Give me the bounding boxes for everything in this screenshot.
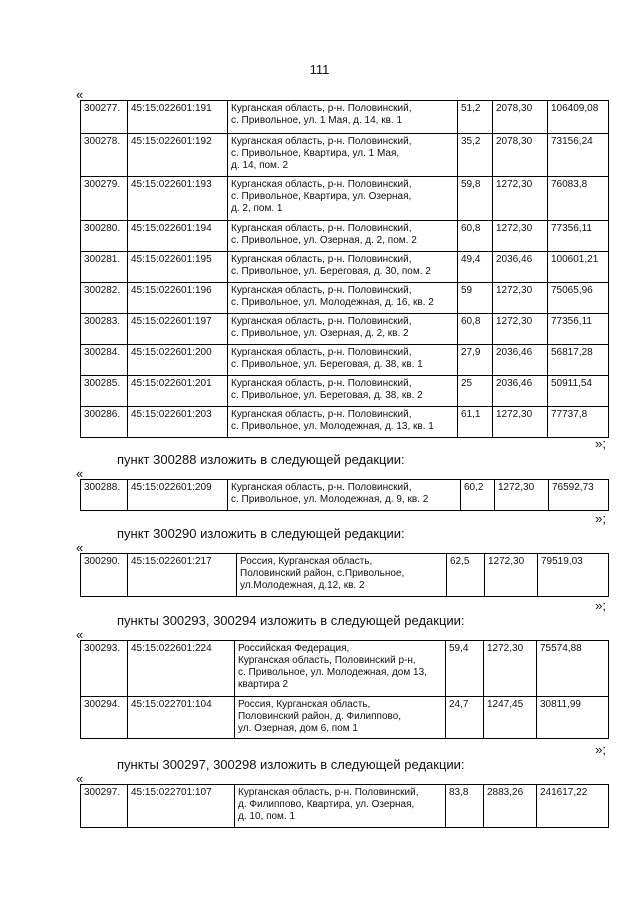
property-table: [80, 784, 609, 828]
amendment-intro: пункты 300293, 300294 изложить в следующей редакции:: [117, 613, 465, 628]
unit-price: 1272,30: [495, 480, 549, 511]
address: Курганская область, р-н. Половинский, с. Привольное, ул. Молодежная, д. 9, кв. 2: [228, 480, 461, 511]
total-value: 75574,88: [537, 641, 609, 697]
area: 35,2: [458, 134, 493, 177]
area: 61,1: [458, 407, 493, 438]
total-value: 106409,08: [548, 101, 609, 134]
closing-quote: »;: [595, 436, 606, 451]
cadastral-number: 45:15:022601:203: [128, 407, 228, 438]
closing-quote: »;: [595, 598, 606, 613]
table-row: [81, 221, 609, 252]
total-value: 50911,54: [548, 376, 609, 407]
unit-price: 2036,46: [493, 252, 548, 283]
table-row: [81, 376, 609, 407]
row-number: 300290.: [81, 554, 128, 597]
unit-price: 2036,46: [493, 345, 548, 376]
unit-price: 2078,30: [493, 134, 548, 177]
area: 60,8: [458, 314, 493, 345]
cadastral-number: 45:15:022601:191: [128, 101, 228, 134]
row-number: 300293.: [81, 641, 128, 697]
address: Курганская область, р-н. Половинский, с. Привольное, ул. Береговая, д. 38, кв. 1: [228, 345, 458, 376]
table-row: [81, 177, 609, 221]
unit-price: 1247,45: [484, 697, 537, 739]
cadastral-number: 45:15:022601:196: [128, 283, 228, 314]
table-row: [81, 785, 609, 828]
closing-quote: »;: [595, 511, 606, 526]
unit-price: 2036,46: [493, 376, 548, 407]
address: Курганская область, р-н. Половинский, с. Привольное, Квартира, ул. Озерная, д. 2, пом. 1: [228, 177, 458, 221]
address: Курганская область, р-н. Половинский, с. Привольное, ул. Озерная, д. 2, кв. 2: [228, 314, 458, 345]
row-number: 300279.: [81, 177, 128, 221]
unit-price: 1272,30: [484, 641, 537, 697]
total-value: 30811,99: [537, 697, 609, 739]
unit-price: 1272,30: [493, 283, 548, 314]
address: Курганская область, р-н. Половинский, с. Привольное, ул. Береговая, д. 30, пом. 2: [228, 252, 458, 283]
row-number: 300283.: [81, 314, 128, 345]
cadastral-number: 45:15:022701:107: [128, 785, 235, 828]
cadastral-number: 45:15:022601:217: [128, 554, 237, 597]
unit-price: 1272,30: [493, 314, 548, 345]
address: Российская Федерация, Курганская область, Половинский р-н, с. Привольное, ул. Молодежная, дом 13, квартира 2: [235, 641, 446, 697]
address: Курганская область, р-н. Половинский, с. Привольное, ул. Молодежная, д. 13, кв. 1: [228, 407, 458, 438]
cadastral-number: 45:15:022601:224: [128, 641, 235, 697]
row-number: 300294.: [81, 697, 128, 739]
table-row: [81, 345, 609, 376]
total-value: 241617,22: [537, 785, 609, 828]
property-table: [80, 479, 609, 511]
address: Курганская область, р-н. Половинский, д. Филиппово, Квартира, ул. Озерная, д. 10, пом. 1: [235, 785, 446, 828]
total-value: 77737,8: [548, 407, 609, 438]
total-value: 76592,73: [549, 480, 609, 511]
total-value: 77356,11: [548, 314, 609, 345]
cadastral-number: 45:15:022601:192: [128, 134, 228, 177]
unit-price: 1272,30: [493, 407, 548, 438]
area: 24,7: [446, 697, 484, 739]
row-number: 300282.: [81, 283, 128, 314]
cadastral-number: 45:15:022601:194: [128, 221, 228, 252]
property-table: [80, 553, 609, 597]
area: 60,8: [458, 221, 493, 252]
address: Курганская область, р-н. Половинский, с. Привольное, Квартира, ул. 1 Мая, д. 14, пом. 2: [228, 134, 458, 177]
address: Россия, Курганская область, Половинский район, д. Филиппово, ул. Озерная, дом 6, пом 1: [235, 697, 446, 739]
amendment-intro: пункты 300297, 300298 изложить в следующей редакции:: [117, 757, 465, 772]
closing-quote: »;: [595, 742, 606, 757]
cadastral-number: 45:15:022701:104: [128, 697, 235, 739]
opening-quote: «: [76, 627, 84, 642]
address: Курганская область, р-н. Половинский, с. Привольное, ул. 1 Мая, д. 14, кв. 1: [228, 101, 458, 134]
total-value: 76083,8: [548, 177, 609, 221]
area: 49,4: [458, 252, 493, 283]
address: Курганская область, р-н. Половинский, с. Привольное, ул. Береговая, д. 38, кв. 2: [228, 376, 458, 407]
row-number: 300288.: [81, 480, 128, 511]
area: 51,2: [458, 101, 493, 134]
table-row: [81, 697, 609, 739]
table-row: [81, 283, 609, 314]
table-row: [81, 554, 609, 597]
row-number: 300277.: [81, 101, 128, 134]
area: 62,5: [447, 554, 485, 597]
table-row: [81, 101, 609, 134]
area: 25: [458, 376, 493, 407]
cadastral-number: 45:15:022601:200: [128, 345, 228, 376]
area: 60,2: [461, 480, 495, 511]
area: 27,9: [458, 345, 493, 376]
page-number: 111: [309, 62, 330, 77]
total-value: 56817,28: [548, 345, 609, 376]
unit-price: 2078,30: [493, 101, 548, 134]
cadastral-number: 45:15:022601:195: [128, 252, 228, 283]
area: 59,4: [446, 641, 484, 697]
cadastral-number: 45:15:022601:193: [128, 177, 228, 221]
opening-quote: «: [76, 466, 84, 481]
total-value: 79519,03: [538, 554, 609, 597]
row-number: 300280.: [81, 221, 128, 252]
address: Курганская область, р-н. Половинский, с. Привольное, ул. Молодежная, д. 16, кв. 2: [228, 283, 458, 314]
row-number: 300285.: [81, 376, 128, 407]
cadastral-number: 45:15:022601:197: [128, 314, 228, 345]
area: 59,8: [458, 177, 493, 221]
row-number: 300297.: [81, 785, 128, 828]
total-value: 73156,24: [548, 134, 609, 177]
unit-price: 2883,26: [484, 785, 537, 828]
amendment-intro: пункт 300288 изложить в следующей редакции:: [117, 452, 405, 467]
table-row: [81, 480, 609, 511]
row-number: 300284.: [81, 345, 128, 376]
table-row: [81, 314, 609, 345]
table-row: [81, 252, 609, 283]
total-value: 77356,11: [548, 221, 609, 252]
unit-price: 1272,30: [485, 554, 538, 597]
area: 83,8: [446, 785, 484, 828]
cadastral-number: 45:15:022601:201: [128, 376, 228, 407]
table-row: [81, 134, 609, 177]
property-table: [80, 100, 609, 438]
opening-quote: «: [76, 87, 84, 102]
row-number: 300286.: [81, 407, 128, 438]
cadastral-number: 45:15:022601:209: [128, 480, 228, 511]
address: Курганская область, р-н. Половинский, с. Привольное, ул. Озерная, д. 2, пом. 2: [228, 221, 458, 252]
total-value: 75065,96: [548, 283, 609, 314]
row-number: 300278.: [81, 134, 128, 177]
table-row: [81, 641, 609, 697]
address: Россия, Курганская область, Половинский район, с.Привольное, ул.Молодежная, д.12, кв. 2: [237, 554, 447, 597]
table-row: [81, 407, 609, 438]
total-value: 100601,21: [548, 252, 609, 283]
area: 59: [458, 283, 493, 314]
opening-quote: «: [76, 540, 84, 555]
row-number: 300281.: [81, 252, 128, 283]
opening-quote: «: [76, 771, 84, 786]
unit-price: 1272,30: [493, 221, 548, 252]
unit-price: 1272,30: [493, 177, 548, 221]
property-table: [80, 640, 609, 739]
amendment-intro: пункт 300290 изложить в следующей редакции:: [117, 526, 405, 541]
